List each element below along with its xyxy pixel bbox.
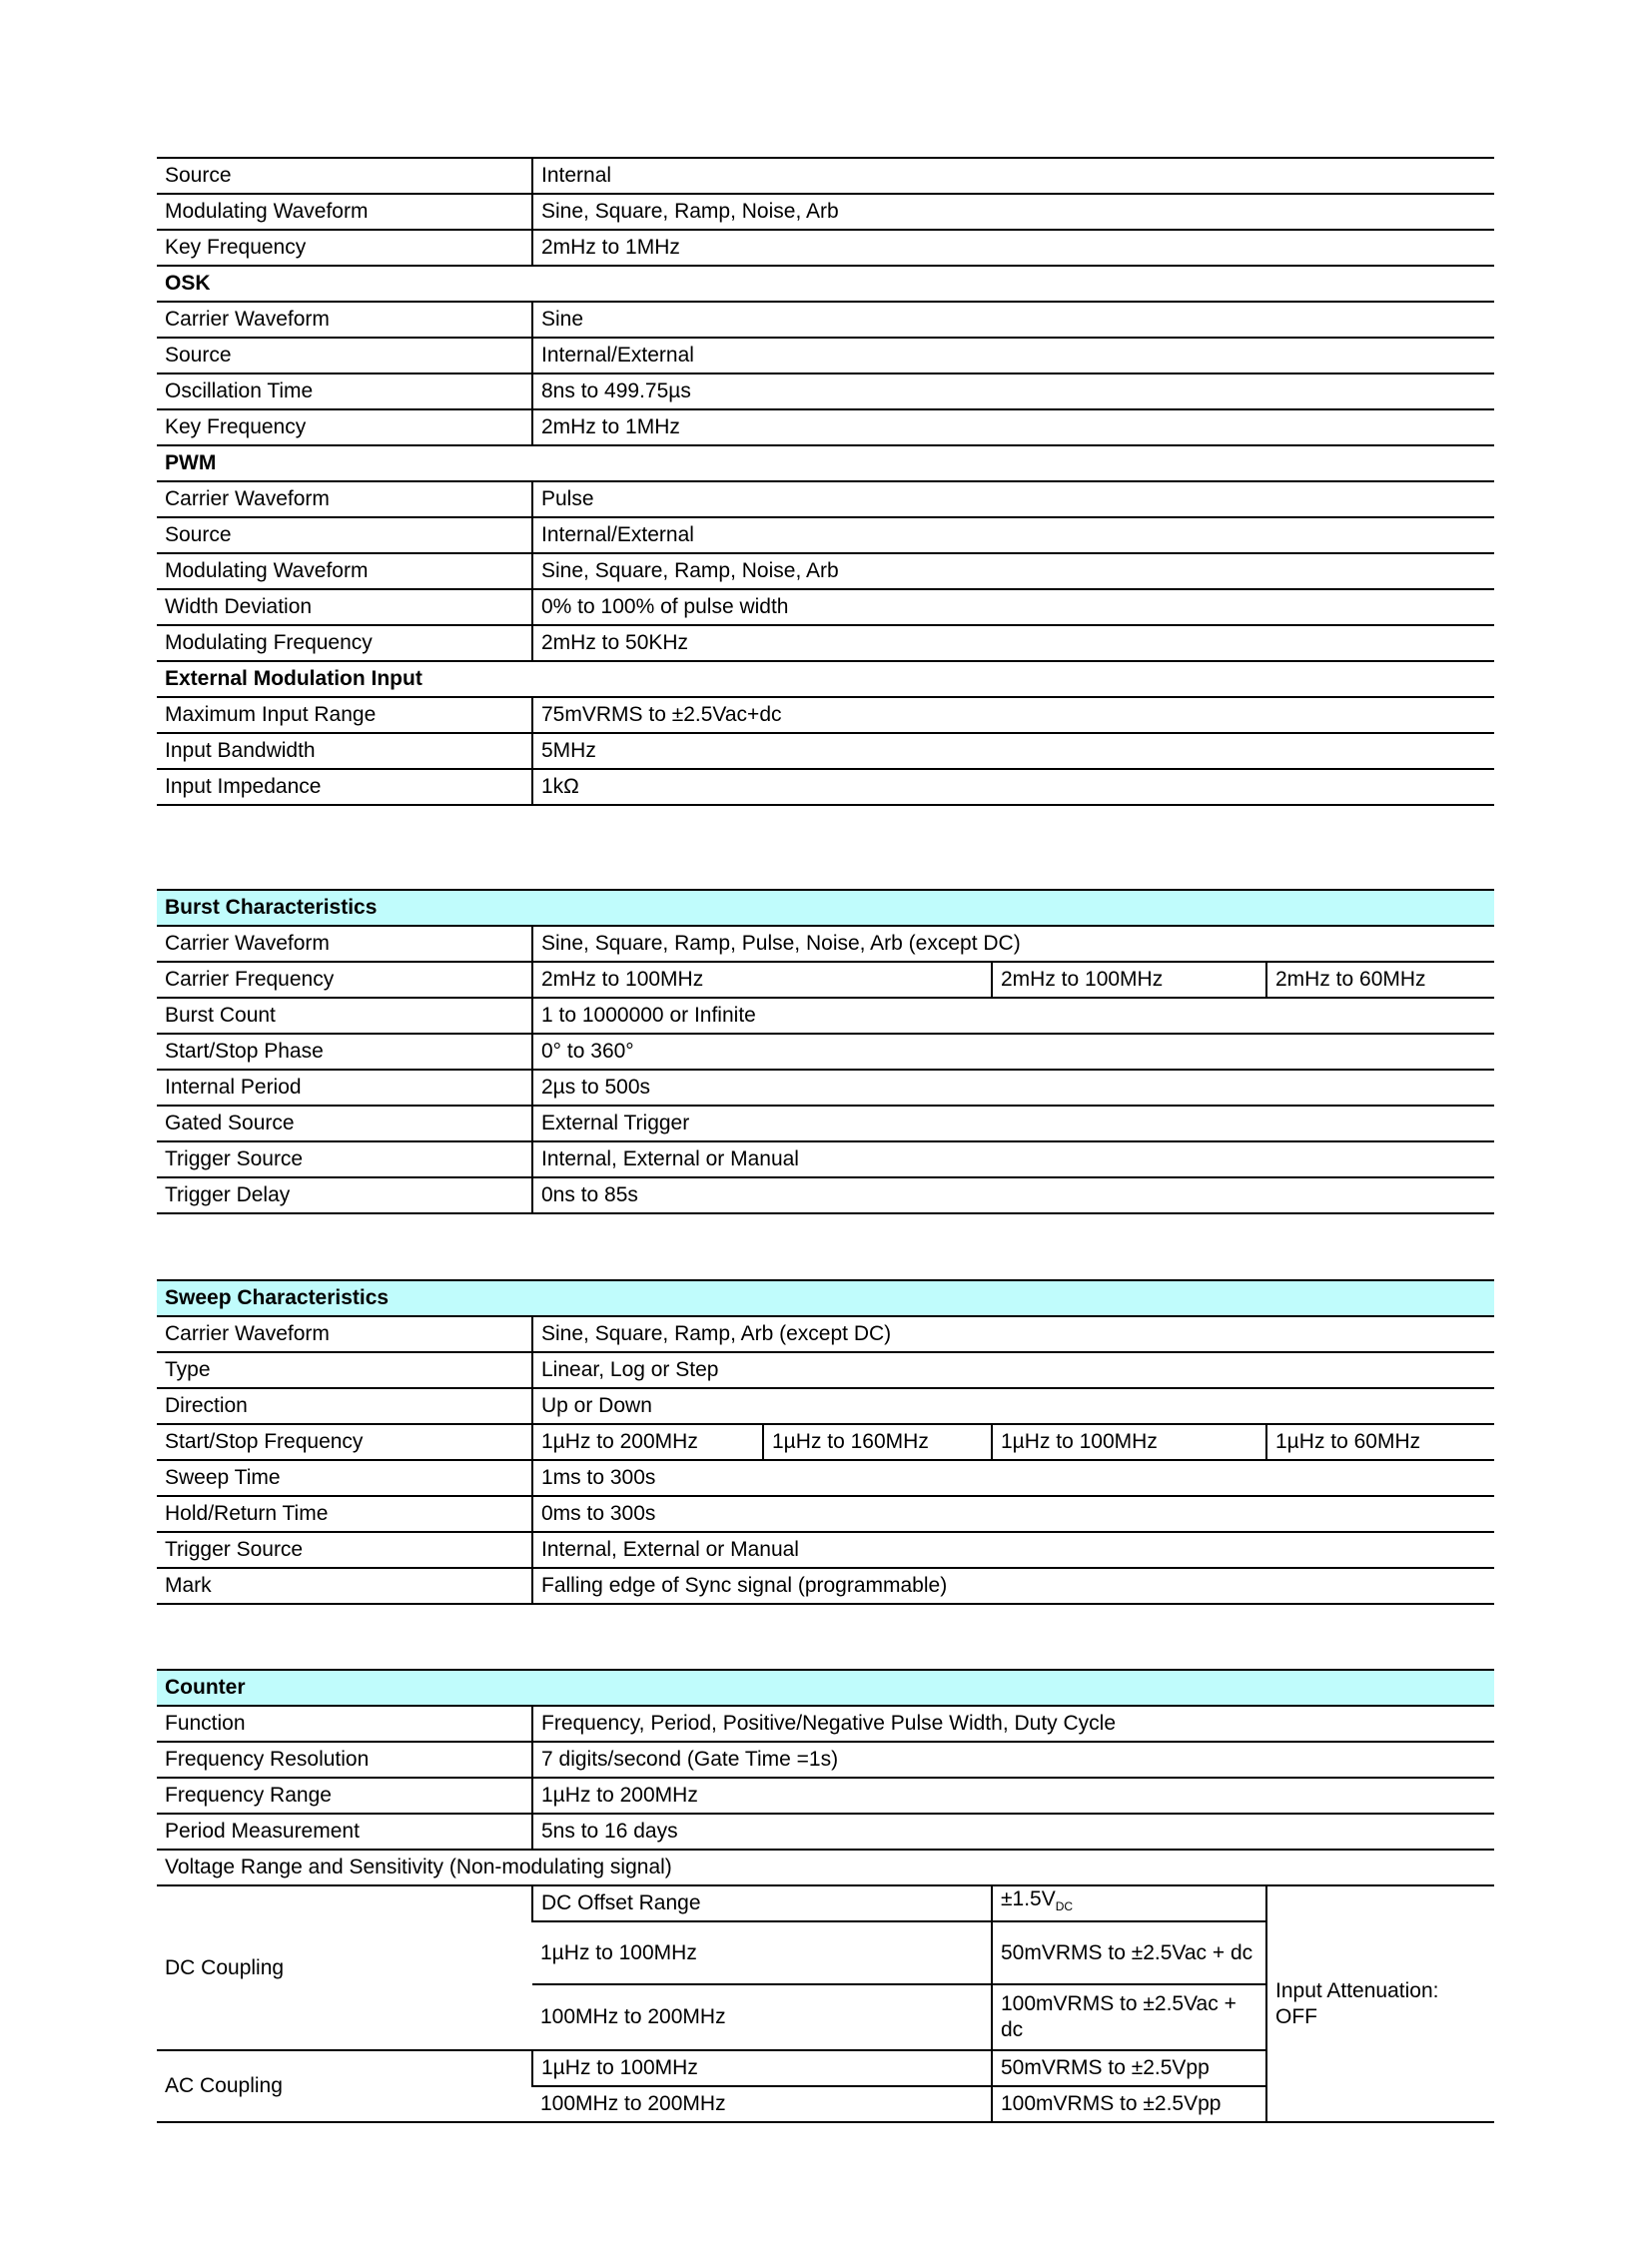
sensitivity-value: 100mVRMS to ±2.5Vpp xyxy=(992,2086,1266,2122)
row-value: Up or Down xyxy=(532,1388,1494,1424)
table-row xyxy=(157,194,1494,230)
table-row xyxy=(157,1034,1494,1070)
ac-coupling-label: AC Coupling xyxy=(157,2050,532,2122)
row-value: Linear, Log or Step xyxy=(532,1352,1494,1388)
dc-offset-subscript: DC xyxy=(1055,1899,1074,1914)
table-modulation xyxy=(157,157,1494,806)
subsection-heading: External Modulation Input xyxy=(157,661,1494,697)
table-row xyxy=(157,1106,1494,1141)
dc-offset-value xyxy=(992,1885,1266,1921)
row-label: Oscillation Time xyxy=(157,374,532,409)
row-value: 5MHz xyxy=(532,733,1494,769)
table-row xyxy=(157,769,1494,805)
row-value: Internal, External or Manual xyxy=(532,1141,1494,1177)
row-value: 2mHz to 50KHz xyxy=(532,625,1494,661)
row-label: Trigger Delay xyxy=(157,1177,532,1213)
row-value: 2mHz to 100MHz xyxy=(992,962,1266,998)
row-label: Frequency Range xyxy=(157,1778,532,1814)
row-value: 2mHz to 1MHz xyxy=(532,409,1494,445)
table-row xyxy=(157,1352,1494,1388)
table-row xyxy=(157,1388,1494,1424)
row-value: 0° to 360° xyxy=(532,1034,1494,1070)
subsection-heading: PWM xyxy=(157,445,1494,481)
row-label: Input Impedance xyxy=(157,769,532,805)
row-label: Maximum Input Range xyxy=(157,697,532,733)
table-row xyxy=(157,553,1494,589)
table-row xyxy=(157,962,1494,998)
table-row xyxy=(157,517,1494,553)
row-value: Sine, Square, Ramp, Arb (except DC) xyxy=(532,1316,1494,1352)
sensitivity-value: 50mVRMS to ±2.5Vac + dc xyxy=(992,1921,1266,1984)
table-row xyxy=(157,1885,1494,1921)
row-value: 1µHz to 60MHz xyxy=(1266,1424,1494,1460)
row-value: 0ms to 300s xyxy=(532,1496,1494,1532)
table-row xyxy=(157,1532,1494,1568)
section-header: Counter xyxy=(157,1670,1494,1706)
table-counter xyxy=(157,1669,1494,2123)
row-value: 5ns to 16 days xyxy=(532,1814,1494,1850)
table-row xyxy=(157,1177,1494,1213)
row-value: Frequency, Period, Positive/Negative Pulse Width, Duty Cycle xyxy=(532,1706,1494,1742)
table-burst-characteristics xyxy=(157,889,1494,1214)
sensitivity-value: 100mVRMS to ±2.5Vac + dc xyxy=(992,1984,1266,2050)
row-value: 0ns to 85s xyxy=(532,1177,1494,1213)
row-value: 0% to 100% of pulse width xyxy=(532,589,1494,625)
table-row xyxy=(157,481,1494,517)
row-label: Trigger Source xyxy=(157,1141,532,1177)
table-row xyxy=(157,1742,1494,1778)
table-row xyxy=(157,1568,1494,1604)
row-value: 8ns to 499.75µs xyxy=(532,374,1494,409)
table-row xyxy=(157,1496,1494,1532)
row-value: Internal/External xyxy=(532,517,1494,553)
row-value: 2mHz to 100MHz xyxy=(532,962,992,998)
frequency-range: 1µHz to 100MHz xyxy=(532,2050,992,2086)
row-value: Sine, Square, Ramp, Noise, Arb xyxy=(532,194,1494,230)
table-row xyxy=(157,158,1494,194)
row-value: Sine, Square, Ramp, Noise, Arb xyxy=(532,553,1494,589)
table-row xyxy=(157,1850,1494,1885)
row-value: 2µs to 500s xyxy=(532,1070,1494,1106)
row-label: Carrier Frequency xyxy=(157,962,532,998)
row-label: Carrier Waveform xyxy=(157,1316,532,1352)
row-label: Start/Stop Frequency xyxy=(157,1424,532,1460)
table-row xyxy=(157,1814,1494,1850)
row-value: 2mHz to 60MHz xyxy=(1266,962,1494,998)
table-row xyxy=(157,625,1494,661)
table-row xyxy=(157,409,1494,445)
row-label: Width Deviation xyxy=(157,589,532,625)
row-value: Falling edge of Sync signal (programmable) xyxy=(532,1568,1494,1604)
table-row xyxy=(157,1706,1494,1742)
frequency-range: 1µHz to 100MHz xyxy=(532,1921,992,1984)
section-header: Sweep Characteristics xyxy=(157,1280,1494,1316)
input-attenuation: Input Attenuation: OFF xyxy=(1266,1885,1494,2122)
row-value: Sine, Square, Ramp, Pulse, Noise, Arb (except DC) xyxy=(532,926,1494,962)
row-note: Voltage Range and Sensitivity (Non-modulating signal) xyxy=(157,1850,1494,1885)
table-sweep-characteristics xyxy=(157,1279,1494,1605)
dc-offset-label: DC Offset Range xyxy=(532,1885,992,1921)
row-value: 1 to 1000000 or Infinite xyxy=(532,998,1494,1034)
section-header-row xyxy=(157,890,1494,926)
row-label: Carrier Waveform xyxy=(157,481,532,517)
row-value: Sine xyxy=(532,302,1494,338)
row-value: 7 digits/second (Gate Time =1s) xyxy=(532,1742,1494,1778)
row-label: Modulating Waveform xyxy=(157,194,532,230)
table-row xyxy=(157,445,1494,481)
table-row xyxy=(157,589,1494,625)
section-header-row xyxy=(157,1670,1494,1706)
table-row xyxy=(157,697,1494,733)
row-label: Gated Source xyxy=(157,1106,532,1141)
row-label: Type xyxy=(157,1352,532,1388)
row-label: Start/Stop Phase xyxy=(157,1034,532,1070)
row-label: Direction xyxy=(157,1388,532,1424)
table-row xyxy=(157,1316,1494,1352)
table-row xyxy=(157,230,1494,266)
row-label: Sweep Time xyxy=(157,1460,532,1496)
row-label: Function xyxy=(157,1706,532,1742)
row-label: Hold/Return Time xyxy=(157,1496,532,1532)
row-label: Key Frequency xyxy=(157,230,532,266)
row-value: Pulse xyxy=(532,481,1494,517)
row-value: External Trigger xyxy=(532,1106,1494,1141)
row-label: Carrier Waveform xyxy=(157,926,532,962)
table-row xyxy=(157,1070,1494,1106)
row-value: 75mVRMS to ±2.5Vac+dc xyxy=(532,697,1494,733)
row-value: 2mHz to 1MHz xyxy=(532,230,1494,266)
row-label: Modulating Frequency xyxy=(157,625,532,661)
table-row xyxy=(157,374,1494,409)
section-header: Burst Characteristics xyxy=(157,890,1494,926)
table-row xyxy=(157,1460,1494,1496)
row-value: 1µHz to 200MHz xyxy=(532,1778,1494,1814)
row-value: 1ms to 300s xyxy=(532,1460,1494,1496)
row-label: Internal Period xyxy=(157,1070,532,1106)
frequency-range: 100MHz to 200MHz xyxy=(532,2086,992,2122)
row-label: Input Bandwidth xyxy=(157,733,532,769)
row-value: Internal/External xyxy=(532,338,1494,374)
table-row xyxy=(157,998,1494,1034)
table-row xyxy=(157,733,1494,769)
row-value: 1µHz to 200MHz xyxy=(532,1424,763,1460)
table-row xyxy=(157,1424,1494,1460)
row-value: 1µHz to 160MHz xyxy=(763,1424,992,1460)
table-row xyxy=(157,266,1494,302)
dc-coupling-label: DC Coupling xyxy=(157,1885,532,2050)
frequency-range: 100MHz to 200MHz xyxy=(532,1984,992,2050)
dc-offset-number: ±1.5V xyxy=(1001,1887,1056,1911)
table-row xyxy=(157,1778,1494,1814)
row-value: 1kΩ xyxy=(532,769,1494,805)
table-row xyxy=(157,1141,1494,1177)
table-row xyxy=(157,926,1494,962)
table-row xyxy=(157,302,1494,338)
row-label: Source xyxy=(157,338,532,374)
table-row xyxy=(157,661,1494,697)
row-value: Internal, External or Manual xyxy=(532,1532,1494,1568)
section-header-row xyxy=(157,1280,1494,1316)
table-row xyxy=(157,338,1494,374)
row-label: Source xyxy=(157,517,532,553)
row-label: Burst Count xyxy=(157,998,532,1034)
row-label: Source xyxy=(157,158,532,194)
row-label: Mark xyxy=(157,1568,532,1604)
row-label: Key Frequency xyxy=(157,409,532,445)
row-value: Internal xyxy=(532,158,1494,194)
row-label: Carrier Waveform xyxy=(157,302,532,338)
row-value: 1µHz to 100MHz xyxy=(992,1424,1266,1460)
subsection-heading: OSK xyxy=(157,266,1494,302)
row-label: Period Measurement xyxy=(157,1814,532,1850)
sensitivity-value: 50mVRMS to ±2.5Vpp xyxy=(992,2050,1266,2086)
row-label: Modulating Waveform xyxy=(157,553,532,589)
row-label: Trigger Source xyxy=(157,1532,532,1568)
row-label: Frequency Resolution xyxy=(157,1742,532,1778)
